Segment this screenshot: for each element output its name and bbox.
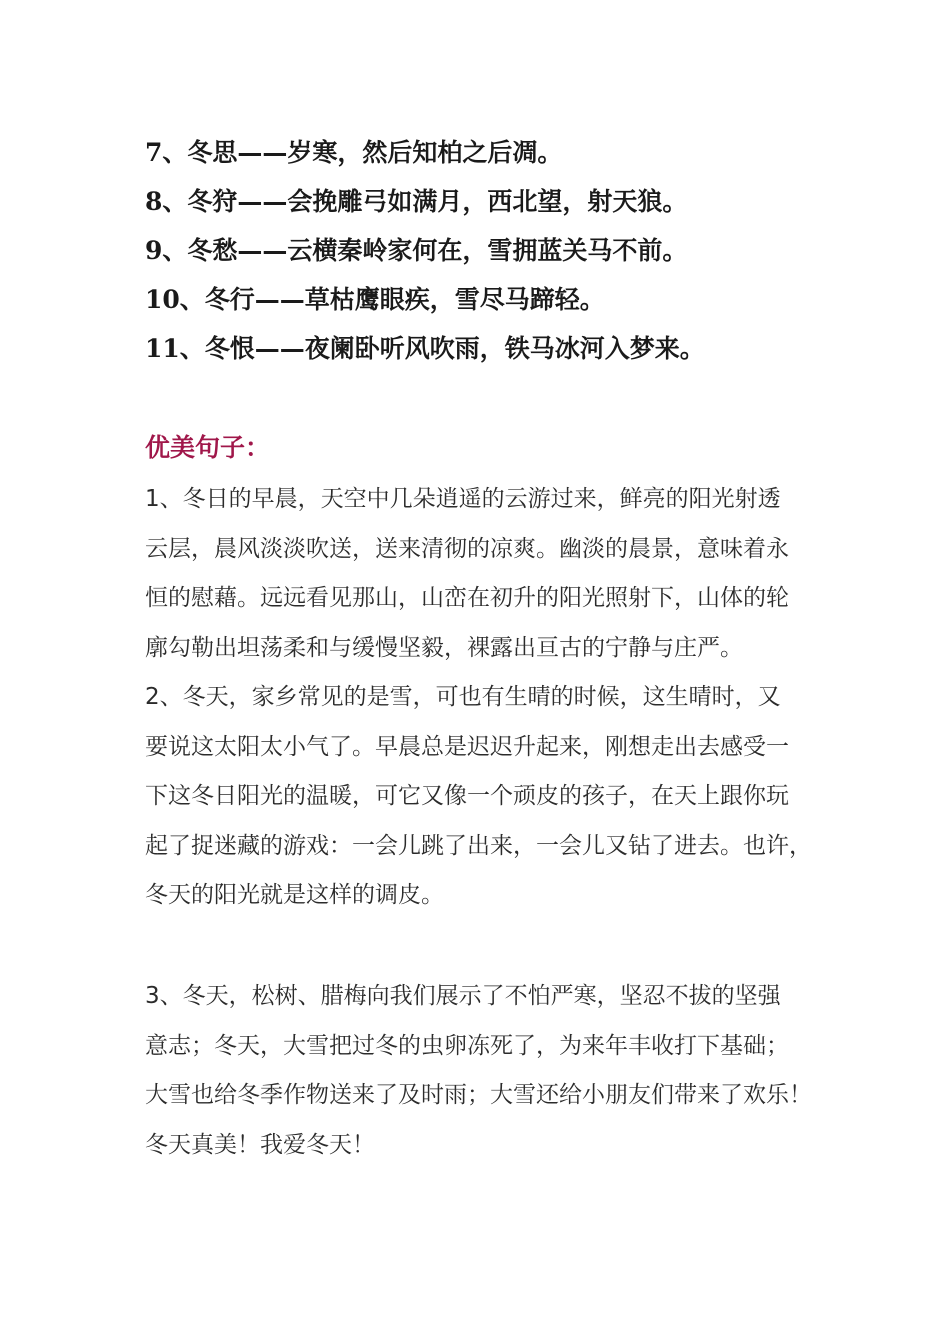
paragraph-line: 冬天的阳光就是这样的调皮。 [145, 882, 444, 908]
poem-list [145, 128, 845, 373]
paragraph-line: 2、冬天，家乡常见的是雪，可也有生晴的时候，这生晴时，又 [145, 684, 781, 710]
paragraph-3 [145, 972, 835, 1170]
paragraph-line: 意志；冬天，大雪把过冬的虫卵冻死了，为来年丰收打下基础； [145, 1032, 789, 1059]
poem-line-9: 9、冬愁——云横秦岭家何在，雪拥蓝关马不前。 [145, 236, 688, 265]
paragraph-2 [145, 673, 835, 921]
poem-line-11: 11、冬恨——夜阑卧听风吹雨，铁马冰河入梦来。 [145, 334, 705, 363]
poem-line-8: 8、冬狩——会挽雕弓如满月，西北望，射天狼。 [145, 187, 688, 216]
paragraph-line: 1、冬日的早晨，天空中几朵逍遥的云游过来，鲜亮的阳光射透 [145, 486, 781, 512]
section-heading: 优美句子： [145, 433, 271, 462]
paragraph-line: 要说这太阳太小气了。早晨总是迟迟升起来，刚想走出去感受一 [145, 733, 789, 760]
paragraph-line: 3、冬天，松树、腊梅向我们展示了不怕严寒，坚忍不拔的坚强 [145, 983, 781, 1009]
poem-line-10: 10、冬行——草枯鹰眼疾，雪尽马蹄轻。 [145, 285, 605, 314]
paragraph-line: 冬天真美！我爱冬天！ [145, 1131, 375, 1158]
paragraph-line: 廓勾勒出坦荡柔和与缓慢坚毅，裸露出亘古的宁静与庄严。 [145, 634, 743, 661]
poem-line-7: 7、冬思——岁寒，然后知柏之后凋。 [145, 138, 563, 167]
paragraph-1 [145, 475, 835, 673]
paragraph-line: 下这冬日阳光的温暖，可它又像一个顽皮的孩子，在天上跟你玩 [145, 783, 789, 809]
paragraph-line: 云层，晨风淡淡吹送，送来清彻的凉爽。幽淡的晨景，意味着永 [145, 535, 789, 562]
paragraph-line: 恒的慰藉。远远看见那山，山峦在初升的阳光照射下，山体的轮 [145, 585, 789, 611]
paragraph-line: 起了捉迷藏的游戏：一会儿跳了出来，一会儿又钻了进去。也许， [145, 832, 812, 859]
paragraph-line: 大雪也给冬季作物送来了及时雨；大雪还给小朋友们带来了欢乐！ [145, 1082, 812, 1108]
